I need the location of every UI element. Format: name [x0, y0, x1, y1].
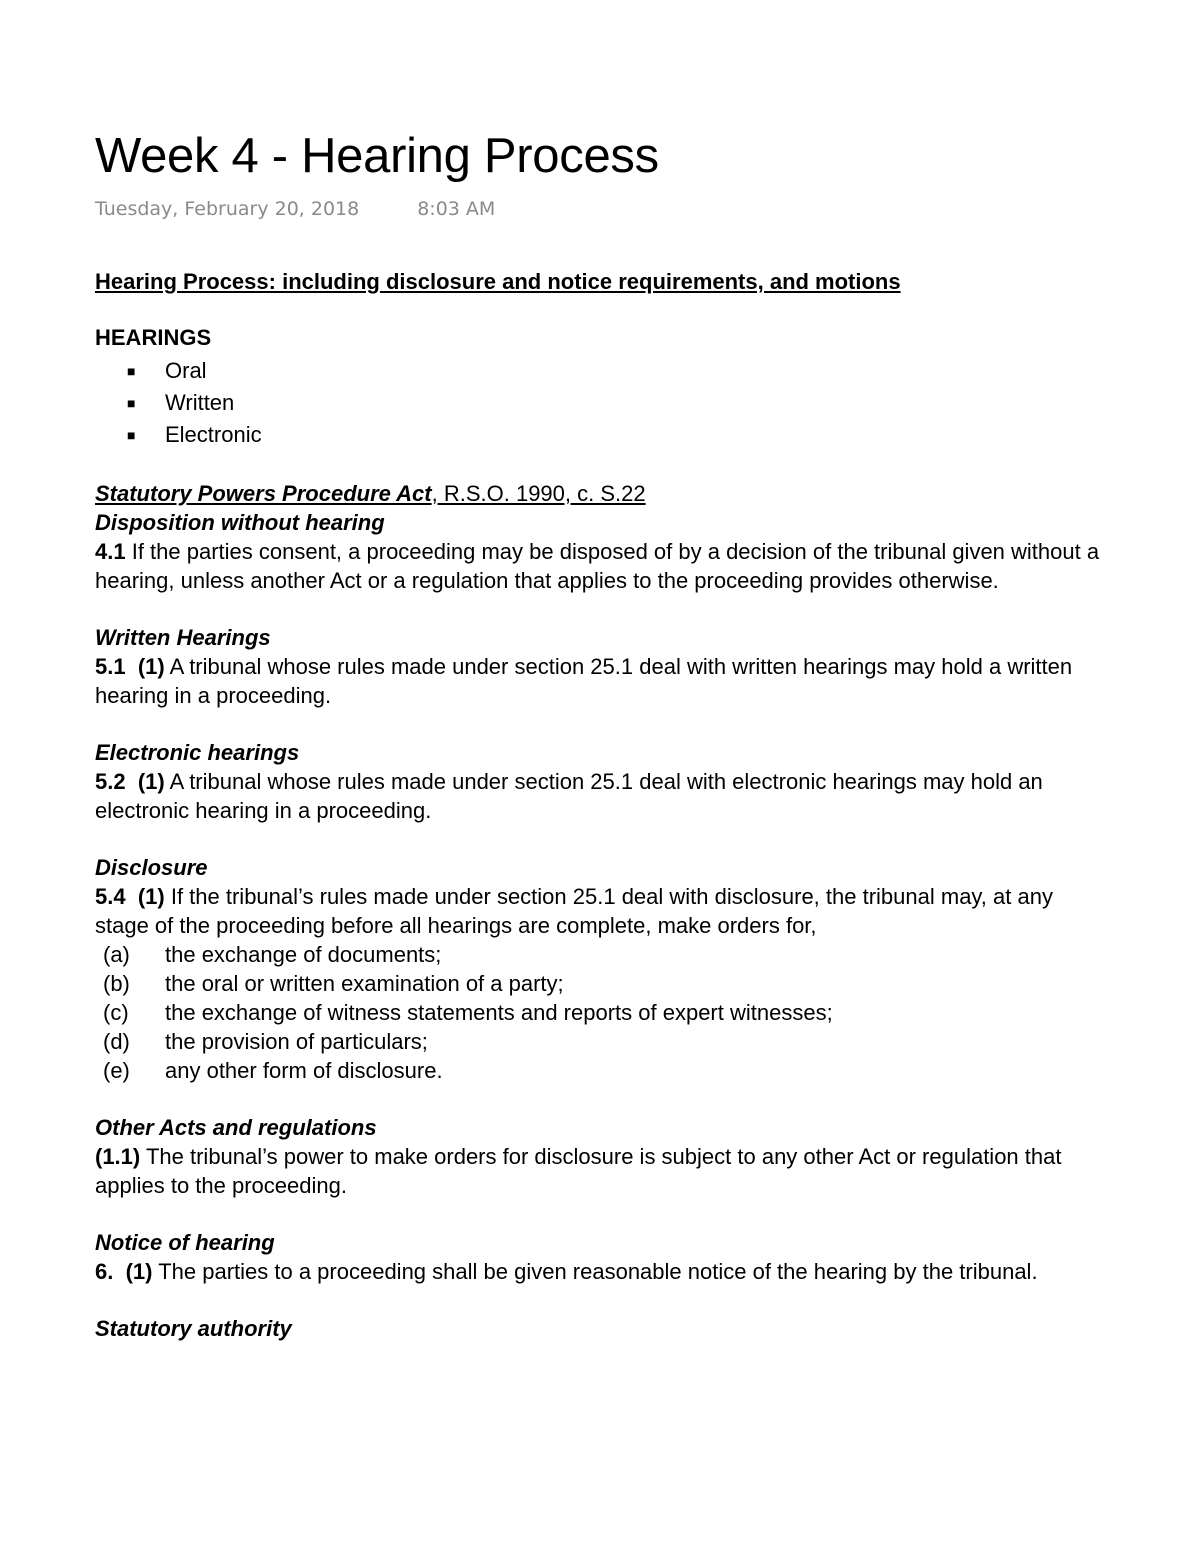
- bullet-icon: ■: [127, 427, 136, 443]
- disclosure-orders-list: [95, 940, 1105, 1085]
- other-acts-heading: Other Acts and regulations: [95, 1115, 377, 1140]
- disposition-text: 4.1 If the parties consent, a proceeding may be disposed of by a decision of the tribunal given without a hearing, unless another Act or a regulation that applies to the proceeding provides otherwise.: [95, 539, 1100, 593]
- list-item: (d) the provision of particulars;: [103, 1029, 428, 1054]
- list-item: ■ Electronic: [127, 419, 1105, 451]
- note-date: Tuesday, February 20, 2018: [95, 198, 360, 220]
- list-item: (e) any other form of disclosure.: [103, 1058, 443, 1083]
- note-time: 8:03 AM: [417, 198, 496, 220]
- notice-text: 6. (1) The parties to a proceeding shall be given reasonable notice of the hearing by the tribunal.: [95, 1259, 1038, 1284]
- act-name: Statutory Powers Procedure Act: [95, 481, 432, 506]
- list-item: (b) the oral or written examination of a party;: [103, 971, 564, 996]
- other-acts-text: (1.1) The tribunal’s power to make orders for disclosure is subject to any other Act or regulation that applies to the proceeding.: [95, 1144, 1062, 1198]
- hearings-heading: HEARINGS: [95, 325, 212, 350]
- statutory-authority-heading: Statutory authority: [95, 1316, 292, 1341]
- page-title: Week 4 - Hearing Process: [95, 129, 659, 183]
- notice-heading: Notice of hearing: [95, 1230, 275, 1255]
- list-item: ■ Written: [127, 387, 1105, 419]
- written-hearings-heading: Written Hearings: [95, 625, 271, 650]
- note-metadata: [95, 198, 1105, 224]
- list-item: (c) the exchange of witness statements and reports of expert witnesses;: [103, 1000, 833, 1025]
- list-item: ■ Oral: [127, 355, 1105, 387]
- bullet-icon: ■: [127, 395, 136, 411]
- act-citation: , R.S.O. 1990, c. S.22: [431, 481, 646, 506]
- section-heading: Hearing Process: including disclosure and notice requirements, and motions: [95, 269, 901, 294]
- electronic-hearings-heading: Electronic hearings: [95, 740, 300, 765]
- bullet-icon: ■: [127, 363, 136, 379]
- written-hearings-text: 5.1 (1) A tribunal whose rules made under section 25.1 deal with written hearings may hold a written hearing in a proceeding.: [95, 654, 1073, 708]
- list-item: (a) the exchange of documents;: [103, 942, 442, 967]
- note-page: [95, 128, 1105, 1343]
- disposition-heading: Disposition without hearing: [95, 510, 385, 535]
- disclosure-heading: Disclosure: [95, 855, 208, 880]
- act-heading: [95, 479, 1105, 508]
- electronic-hearings-text: 5.2 (1) A tribunal whose rules made under section 25.1 deal with electronic hearings may hold an electronic hearing in a proceeding.: [95, 769, 1043, 823]
- hearing-types-list: [95, 355, 1105, 451]
- disclosure-text: 5.4 (1) If the tribunal’s rules made under section 25.1 deal with disclosure, the tribunal may, at any stage of the proceeding before all hearings are complete, make orders for,: [95, 884, 1053, 938]
